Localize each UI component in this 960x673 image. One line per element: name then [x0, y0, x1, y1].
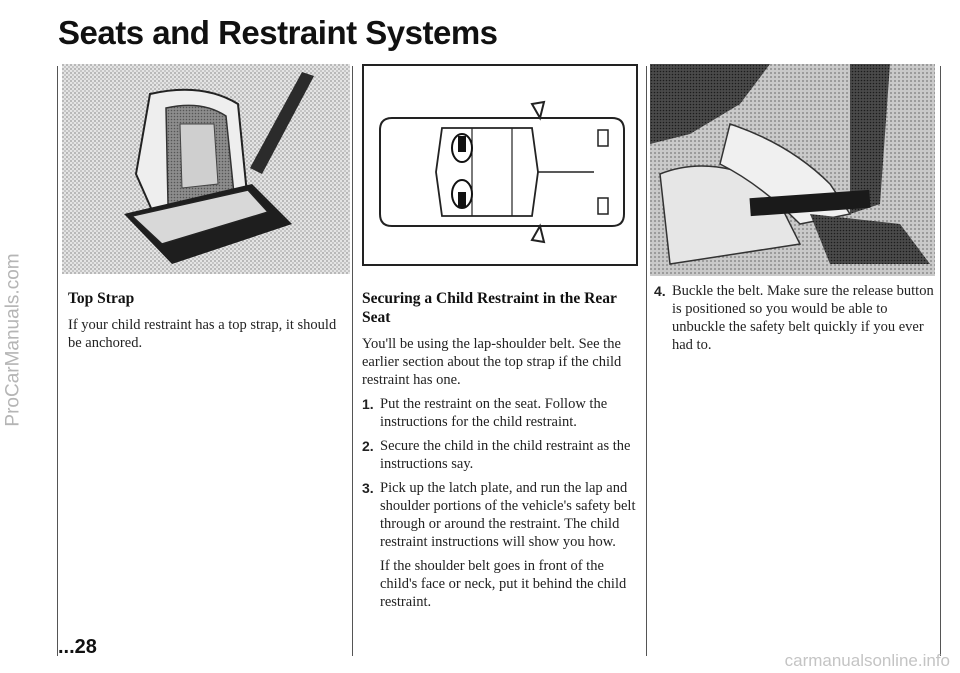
bottom-watermark: carmanualsonline.info — [784, 651, 950, 670]
column-divider — [352, 66, 353, 656]
section-heading-top-strap: Top Strap — [68, 290, 135, 307]
step-text: Buckle the belt. Make sure the release button is positioned so you would be able to unbuckle the safety belt quickly if you ever had to. — [672, 283, 934, 353]
step-text: Pick up the latch plate, and run the lap and shoulder portions of the vehicle's safety belt through or around the restraint. The child restraint instructions will show you how. — [380, 480, 636, 550]
step-number: 3. — [362, 480, 374, 496]
step-item — [362, 437, 642, 473]
child-seat-illustration — [62, 64, 350, 274]
side-watermark-text: ProCarManuals.com — [3, 253, 25, 427]
column-securing-restraint — [362, 289, 642, 611]
step-item — [654, 282, 934, 354]
side-watermark — [2, 160, 26, 520]
page-number: ...28 — [58, 636, 97, 658]
column-top-strap — [68, 289, 338, 352]
column-divider — [646, 66, 647, 656]
section-heading-securing: Securing a Child Restraint in the Rear Seat — [362, 290, 617, 326]
step-item — [362, 395, 642, 431]
page-title: Seats and Restraint Systems — [58, 14, 498, 51]
securing-steps — [362, 395, 642, 551]
column-buckle — [654, 282, 934, 354]
column-divider — [57, 66, 58, 656]
step-number: 4. — [654, 283, 666, 299]
top-strap-body: If your child restraint has a top strap, it should be anchored. — [68, 317, 337, 351]
column-divider — [940, 66, 941, 656]
step-number: 1. — [362, 396, 374, 412]
buckle-steps — [654, 282, 934, 354]
step-text: Secure the child in the child restraint as the instructions say. — [380, 438, 631, 472]
buckle-belt-illustration — [650, 64, 935, 276]
step-number: 2. — [362, 438, 374, 454]
step-item — [362, 479, 642, 551]
vehicle-top-view-diagram — [362, 64, 638, 266]
step-text: Put the restraint on the seat. Follow the instructions for the child restraint. — [380, 396, 608, 430]
securing-intro: You'll be using the lap-shoulder belt. See the earlier section about the top strap if the child restraint has one. — [362, 336, 622, 388]
shoulder-belt-note: If the shoulder belt goes in front of the child's face or neck, put it behind the child restraint. — [380, 558, 627, 610]
